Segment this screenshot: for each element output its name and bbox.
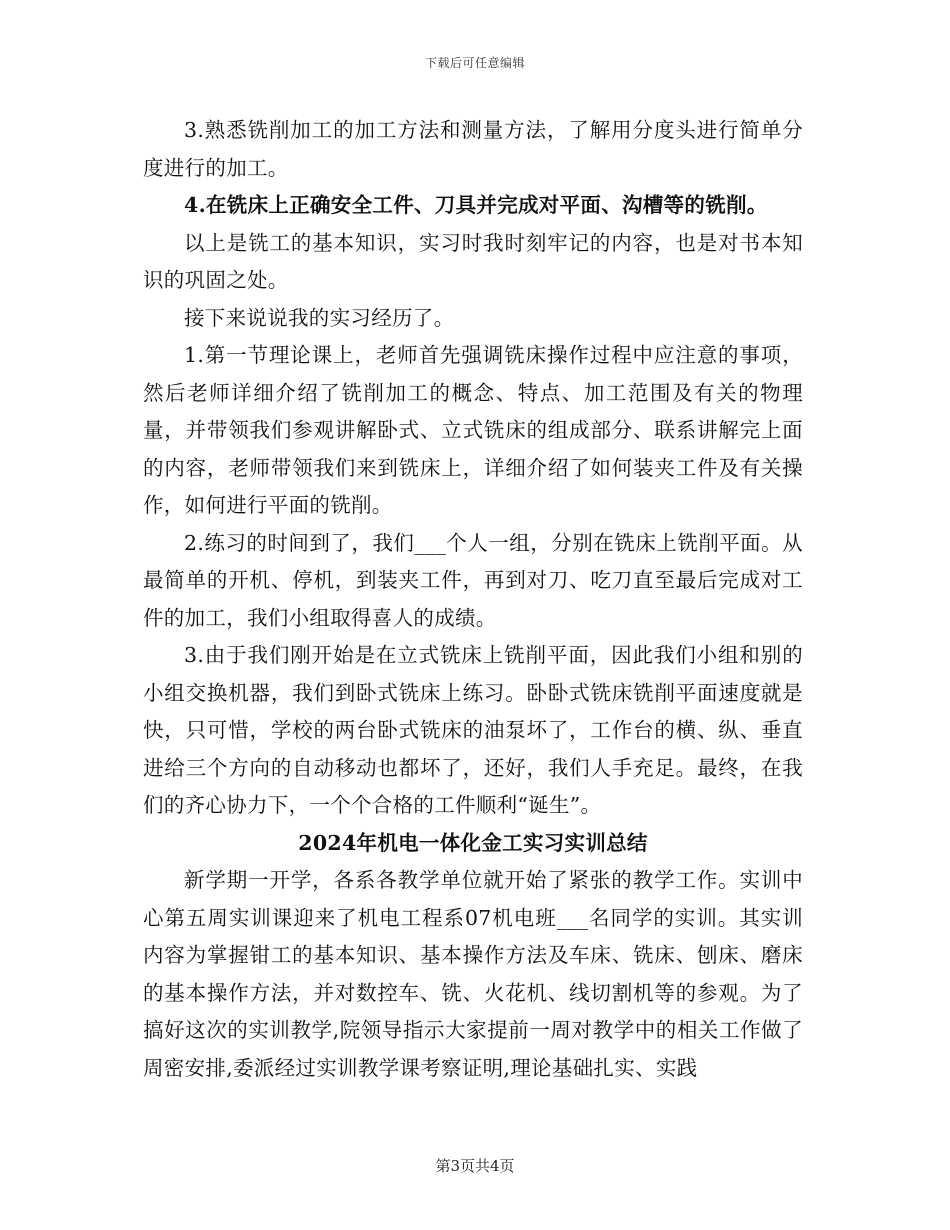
paragraph-experience-1: 1.第一节理论课上，老师首先强调铣床操作过程中应注意的事项，然后老师详细介绍了铣削加工的概念、特点、加工范围及有关的物理量，并带领我们参观讲解卧式、立式铣床的组成部分、联系讲解完上面的内容，老师带领我们来到铣床上，详细介绍了如何装夹工件及有关操作，如何进行平面的铣削。: [143, 343, 803, 517]
document-body: [143, 112, 803, 1087]
paragraph-experience-3: 3.由于我们刚开始是在立式铣床上铣削平面，因此我们小组和别的小组交换机器，我们到卧式铣床上练习。卧卧式铣床铣削平面速度就是快，只可惜，学校的两台卧式铣床的油泵坏了，工作台的横、纵、垂直进给三个方向的自动移动也都坏了，还好，我们人手充足。最终，在我们的齐心协力下，一个个合格的工件顺利“诞生”。: [143, 643, 803, 817]
paragraph-intro-experience: 接下来说说我的实习经历了。: [184, 305, 455, 330]
paragraph-item-4-bold: 4.在铣床上正确安全工件、刀具并完成对平面、沟槽等的铣削。: [184, 193, 768, 217]
paragraph-section-intro: 新学期一开学，各系各教学单位就开始了紧张的教学工作。实训中心第五周实训课迎来了机电工程系07机电班___名同学的实训。其实训内容为掌握钳工的基本知识、基本操作方法及车床、铣床、刨床、磨床的基本操作方法，并对数控车、铣、火花机、线切割机等的参观。为了搞好这次的实训教学,院领导指示大家提前一周对教学中的相关工作做了周密安排,委派经过实训教学课考察证明,理论基础扎实、实践: [143, 868, 803, 1080]
paragraph-experience-2: 2.练习的时间到了，我们___个人一组，分别在铣床上铣削平面。从最简单的开机、停机，到装夹工件，再到对刀、吃刀直至最后完成对工件的加工，我们小组取得喜人的成绩。: [143, 530, 803, 630]
page-header: 下载后可任意编辑: [424, 56, 525, 70]
paragraph-summary: 以上是铣工的基本知识，实习时我时刻牢记的内容，也是对书本知识的巩固之处。: [143, 230, 803, 292]
paragraph-item-3: 3.熟悉铣削加工的加工方法和测量方法，了解用分度头进行简单分度进行的加工。: [143, 118, 803, 180]
page-footer: 第3页共4页: [435, 1157, 515, 1175]
section-title: 2024年机电一体化金工实习实训总结: [298, 830, 648, 855]
